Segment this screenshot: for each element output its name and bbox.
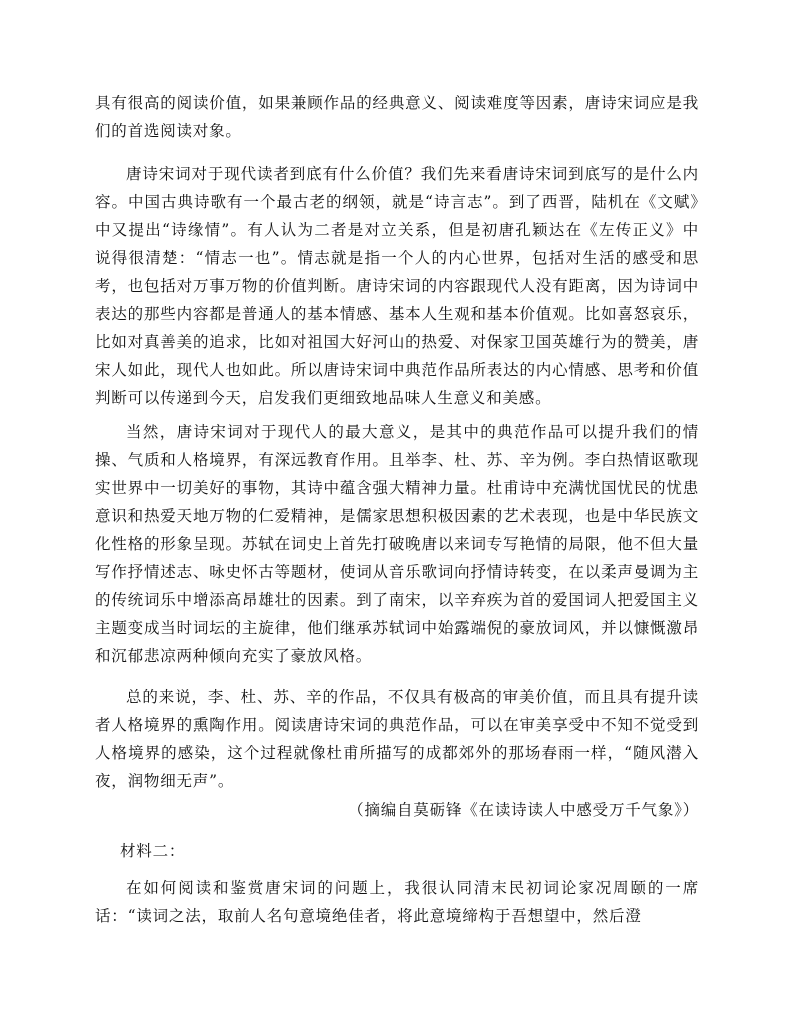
section-title: 材料二： xyxy=(120,842,186,860)
paragraph-continued: 具有很高的阅读价值，如果兼顾作品的经典意义、阅读难度等因素，唐诗宋词应是我们的首选阅读对象。 xyxy=(95,94,699,140)
source-citation: （摘编自莫砺锋《在读诗读人中感受万千气象》） xyxy=(348,801,699,819)
paragraph-summary: 总的来说，李、杜、苏、辛的作品，不仅具有极高的审美价值，而且具有提升读者人格境界的熏陶作用。阅读唐诗宋词的典范作品，可以在审美享受中不知不觉受到人格境界的感染，这个过程就像杜甫所描写的成都郊外的那场春雨一样，“随风潜入夜，润物细无声”。 xyxy=(95,688,699,790)
paragraph-value-of-poetry: 唐诗宋词对于现代读者到底有什么价值？我们先来看唐诗宋词到底写的是什么内容。中国古典诗歌有一个最古老的纲领，就是“诗言志”。到了西晋，陆机在《文赋》中又提出“诗缘情”。有人认为二者是对立关系，但是初唐孔颖达在《左传正义》中说得很清楚：“情志一也”。情志就是指一个人的内心世界，包括对生活的感受和思考，也包括对万事万物的价值判断。唐诗宋词的内容跟现代人没有距离，因为诗词中表达的那些内容都是普通人的基本情感、基本人生观和基本价值观。比如喜怒哀乐，比如对真善美的追求，比如对祖国大好河山的热爱、对保家卫国英雄行为的赞美，唐宋人如此，现代人也如此。所以唐诗宋词中典范作品所表达的内心情感、思考和价值判断可以传递到今天，启发我们更细致地品味人生意义和美感。 xyxy=(95,165,699,407)
section-paragraph: 在如何阅读和鉴赏唐宋词的问题上，我很认同清末民初词论家况周颐的一席话：“读词之法，取前人名句意境绝佳者，将此意境缔构于吾想望中，然后澄 xyxy=(95,879,699,925)
paragraph-greatest-meaning: 当然，唐诗宋词对于现代人的最大意义，是其中的典范作品可以提升我们的情操、气质和人格境界，有深远教育作用。且举李、杜、苏、辛为例。李白热情讴歌现实世界中一切美好的事物，其诗中蕴含强大精神力量。杜甫诗中充满忧国忧民的忧患意识和热爱天地万物的仁爱精神，是儒家思想积极因素的艺术表现，也是中华民族文化性格的形象呈现。苏轼在词史上首先打破晚唐以来词专写艳情的局限，他不但大量写作抒情述志、咏史怀古等题材，使词从音乐歌词向抒情诗转变，在以柔声曼调为主的传统词乐中增添高昂雄壮的因素。到了南宋，以辛弃疾为首的爱国词人把爱国主义主题变成当时词坛的主旋律，他们继承苏轼词中始露端倪的豪放词风，并以慷慨激昂和沉郁悲凉两种倾向充实了豪放风格。 xyxy=(95,423,699,665)
